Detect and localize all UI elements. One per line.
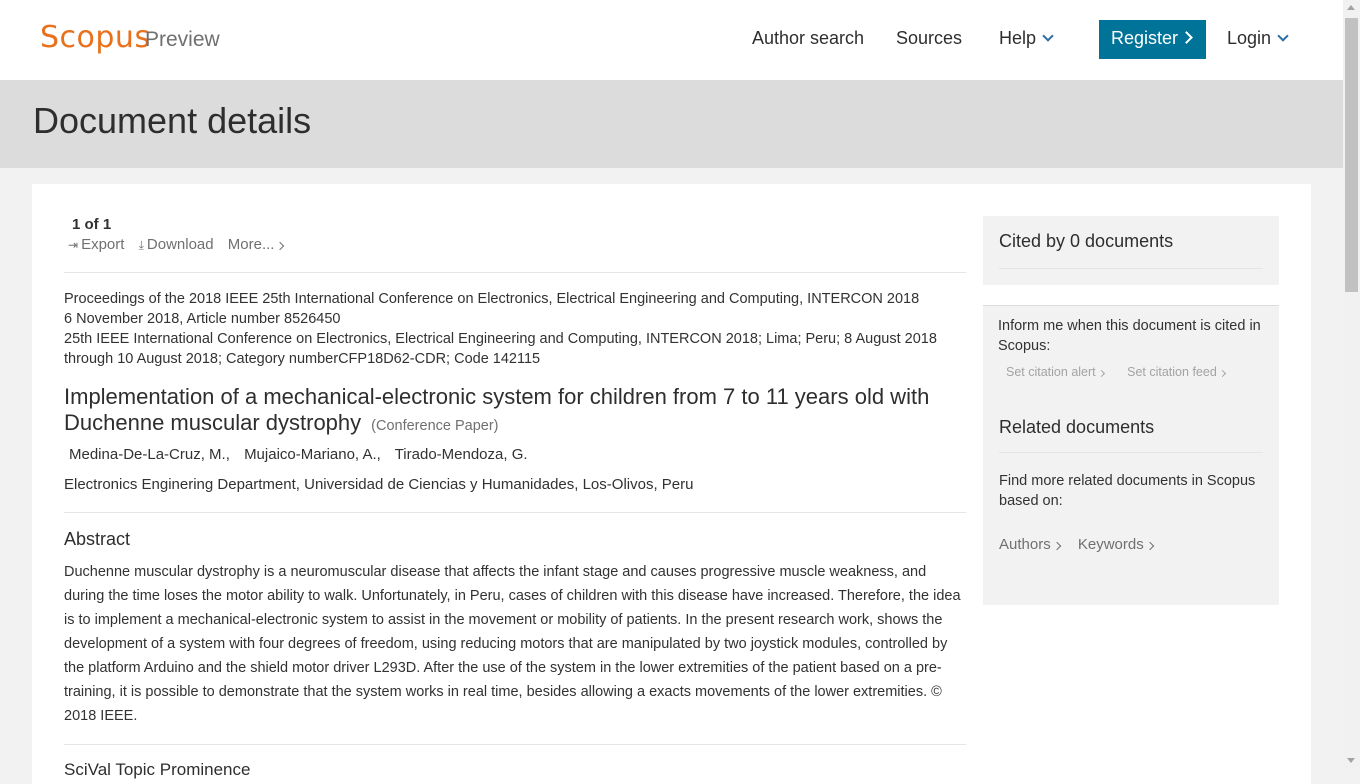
chevron-right-icon bbox=[1098, 370, 1105, 377]
affiliation: Electronics Enginering Department, Universidad de Ciencias y Humanidades, Los-Olivos, Peru bbox=[64, 476, 694, 493]
author-list bbox=[69, 446, 538, 463]
related-authors-link[interactable] bbox=[999, 536, 1060, 553]
related-links bbox=[999, 536, 1167, 553]
divider bbox=[64, 272, 966, 273]
top-navigation-bar bbox=[0, 0, 1343, 80]
chevron-right-icon bbox=[1145, 542, 1153, 550]
divider bbox=[999, 268, 1263, 269]
source-info bbox=[64, 289, 944, 369]
divider bbox=[999, 452, 1263, 453]
related-documents-heading: Related documents bbox=[999, 417, 1155, 437]
citation-inform-text: Inform me when this document is cited in Scopus: bbox=[998, 318, 1261, 354]
related-panel bbox=[983, 305, 1279, 605]
scroll-down-arrow-icon[interactable] bbox=[1347, 758, 1355, 763]
author-link[interactable]: Medina-De-La-Cruz, M., bbox=[69, 446, 230, 463]
chevron-right-icon bbox=[276, 242, 284, 250]
nav-login-label: Login bbox=[1227, 28, 1272, 48]
cited-by-count: Cited by 0 documents bbox=[999, 231, 1174, 251]
download-icon: ⤓ bbox=[138, 238, 144, 252]
download-button[interactable] bbox=[139, 236, 214, 253]
nav-help-label: Help bbox=[999, 28, 1037, 48]
nav-author-search[interactable]: Author search bbox=[752, 28, 865, 48]
chevron-down-icon bbox=[1042, 30, 1053, 41]
author-link[interactable]: Mujaico-Mariano, A., bbox=[244, 446, 381, 463]
divider bbox=[983, 305, 1279, 306]
nav-sources[interactable]: Sources bbox=[896, 28, 963, 48]
related-authors-label: Authors bbox=[999, 536, 1051, 553]
register-label: Register bbox=[1111, 28, 1179, 48]
page-title-band bbox=[0, 80, 1343, 168]
scroll-up-arrow-icon[interactable] bbox=[1347, 5, 1355, 10]
chevron-right-icon bbox=[1052, 542, 1060, 550]
document-card bbox=[32, 184, 1311, 784]
set-citation-alert-label: Set citation alert bbox=[1006, 365, 1096, 379]
register-button[interactable] bbox=[1099, 20, 1206, 59]
document-title-text: Implementation of a mechanical-electronic system for children from 7 to 11 years old with Duchenne muscular dystrophy bbox=[64, 384, 930, 435]
cited-by-panel bbox=[983, 216, 1279, 285]
set-citation-feed-link[interactable] bbox=[1127, 365, 1225, 379]
divider bbox=[64, 512, 966, 513]
export-button[interactable] bbox=[68, 236, 124, 253]
nav-login[interactable] bbox=[1227, 28, 1287, 49]
related-keywords-label: Keywords bbox=[1077, 536, 1144, 553]
source-date-article: 6 November 2018, Article number 8526450 bbox=[64, 311, 341, 327]
document-toolbar bbox=[68, 236, 293, 253]
document-title bbox=[64, 384, 964, 439]
abstract-text: Duchenne muscular dystrophy is a neuromuscular disease that affects the infant stage and causes progressive muscle weakness, and during the time loses the motor ability to walk. Unfortunately, in Peru, cases of children with this disease have increased. Therefore, the idea is to implement a mechanical-electronic system to assist in the movement or mobility of patients. In the present research work, shows the development of a system with four degrees of freedom, using reducing motors that are manipulated by two joystick modules, controlled by the platform Arduino and the shield motor driver L293D. After the use of the system in the lower extremities of the patient based on a pre-training, it is possible to demonstrate that the system works in real time, besides allowing a exacts movements of the lower extremities. © 2018 IEEE. bbox=[64, 564, 961, 724]
download-label: Download bbox=[146, 236, 214, 253]
result-pager: 1 of 1 bbox=[72, 216, 112, 233]
more-label: More... bbox=[227, 236, 275, 253]
export-icon: ⇥ bbox=[68, 238, 79, 252]
source-title-link[interactable]: Proceedings of the 2018 IEEE 25th International Conference on Electronics, Electrical Engineering and Computing, INTERCON 2018 bbox=[64, 291, 920, 307]
scrollbar-thumb[interactable] bbox=[1345, 18, 1358, 292]
set-citation-feed-label: Set citation feed bbox=[1127, 365, 1217, 379]
chevron-down-icon bbox=[1277, 30, 1288, 41]
logo-preview-label: Preview bbox=[145, 28, 220, 51]
scopus-logo[interactable]: Scopus bbox=[40, 20, 151, 55]
chevron-right-icon bbox=[1219, 370, 1226, 377]
divider bbox=[64, 744, 966, 745]
document-type: (Conference Paper) bbox=[371, 418, 499, 434]
scival-heading: SciVal Topic Prominence bbox=[64, 760, 251, 779]
export-label: Export bbox=[81, 236, 125, 253]
nav-help[interactable] bbox=[999, 28, 1052, 49]
more-button[interactable] bbox=[228, 236, 284, 253]
find-more-text: Find more related documents in Scopus based on: bbox=[999, 473, 1256, 509]
set-citation-alert-link[interactable] bbox=[1006, 365, 1104, 379]
conference-info: 25th IEEE International Conference on Electronics, Electrical Engineering and Computing, INTERCON 2018; Lima; Peru; 8 August 2018 through 10 August 2018; Category numberCFP18D62-CDR; Code 142115 bbox=[64, 331, 937, 367]
vertical-scrollbar[interactable] bbox=[1343, 0, 1360, 768]
chevron-right-icon bbox=[1180, 31, 1193, 44]
abstract-heading: Abstract bbox=[64, 529, 131, 549]
page-title: Document details bbox=[33, 100, 312, 141]
author-link[interactable]: Tirado-Mendoza, G. bbox=[394, 446, 528, 463]
citation-alert-links bbox=[1006, 365, 1245, 379]
related-keywords-link[interactable] bbox=[1078, 536, 1153, 553]
